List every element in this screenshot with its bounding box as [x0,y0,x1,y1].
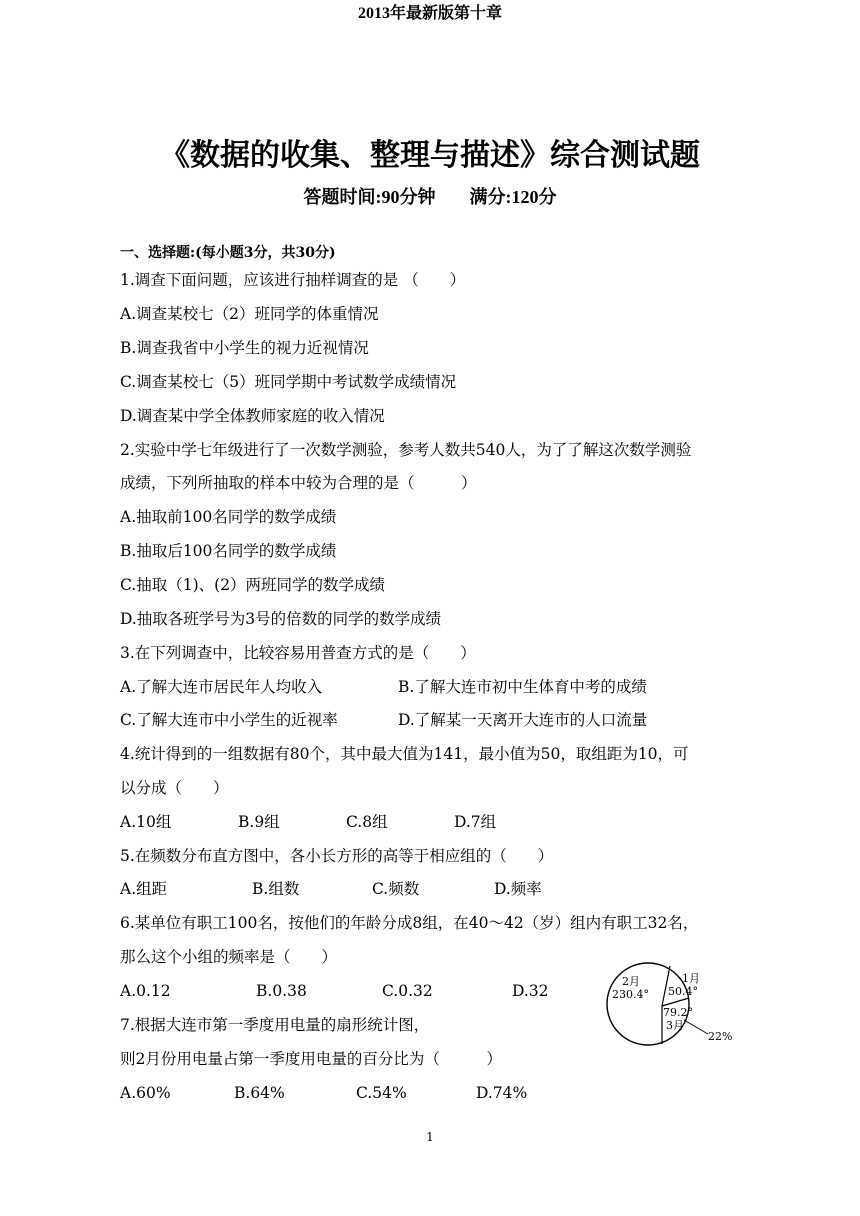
q3-option-b: B.了解大连市初中生体育中考的成绩 [398,678,647,696]
pie-chart [596,958,746,1048]
q4-stem-2: 以分成（ ） [120,779,229,797]
pie-feb-value: 230.4° [612,988,649,1001]
q4-option-d: D.7组 [454,813,497,831]
q2-option-d: D.抽取各班学号为3号的倍数的同学的数学成绩 [120,610,442,628]
q2-stem-1: 2.实验中学七年级进行了一次数学测验，参考人数共540人，为了了解这次数学测验 [120,441,692,459]
pie-jan-value: 50.4° [668,985,698,998]
exam-score: 满分:120分 [469,187,557,207]
q6-option-b: B.0.38 [256,982,307,1000]
pie-feb-label: 2月 [622,975,640,988]
q7-stem-2: 则2月份用电量占第一季度用电量的百分比为（ ） [120,1050,502,1068]
title-line1: 2013年最新版第十章 [357,5,502,22]
q5-option-d: D.频率 [494,880,542,898]
q5-option-b: B.组数 [252,880,300,898]
q3-options-cd [120,710,647,730]
pie-divider-jan-end [662,998,689,1006]
q3-option-d: D.了解某一天离开大连市的人口流量 [398,711,648,729]
q7-option-b: B.64% [234,1084,285,1102]
q4-option-a: A.10组 [120,813,172,831]
q6-option-c: C.0.32 [382,982,433,1000]
q2-option-c: C.抽取（1)、(2）两班同学的数学成绩 [120,576,386,594]
q5-options [120,879,542,899]
q2-option-a: A.抽取前100名同学的数学成绩 [120,508,337,526]
section-heading: 一、选择题:(每小题3分，共30分) [120,245,336,261]
q6-stem-2: 那么这个小组的频率是（ ） [120,948,338,966]
page-number: 1 [426,1130,434,1144]
pie-jan-label: 1月 [682,972,700,985]
q3-options-ab [120,677,647,697]
q6-options [120,981,549,1001]
q3-option-a: A.了解大连市居民年人均收入 [120,678,323,696]
exam-time: 答题时间:90分钟 [303,187,436,207]
q2-option-b: B.抽取后100名同学的数学成绩 [120,542,337,560]
q3-stem: 3.在下列调查中，比较容易用普查方式的是（ ） [120,644,476,662]
q5-stem: 5.在频数分布直方图中，各小长方形的高等于相应组的（ ） [120,847,554,865]
q7-options [120,1083,527,1103]
title-line2: 《数据的收集、整理与描述》综合测试题 [160,139,700,172]
pie-pointer [684,1020,708,1034]
q1-option-d: D.调查某中学全体教师家庭的收入情况 [120,407,385,425]
q1-option-a: A.调查某校七（2）班同学的体重情况 [120,305,379,323]
q7-stem-1: 7.根据大连市第一季度用电量的扇形统计图， [120,1016,430,1034]
q7-option-d: D.74% [476,1084,528,1102]
q5-option-c: C.频数 [372,880,420,898]
q7-option-a: A.60% [120,1084,171,1102]
q6-stem-1: 6.某单位有职工100名，按他们的年龄分成8组，在40～42（岁）组内有职工32名， [120,914,699,932]
pie-pct-label: 22% [708,1030,733,1043]
q3-option-c: C.了解大连市中小学生的近视率 [120,711,338,729]
exam-info [0,183,860,209]
q4-option-b: B.9组 [238,813,280,831]
q4-option-c: C.8组 [346,813,388,831]
pie-mar-value: 79.2° [663,1006,693,1019]
q4-stem-1: 4.统计得到的一组数据有80个，其中最大值为141，最小值为50，取组距为10，可 [120,745,689,763]
q1-stem: 1.调查下面问题，应该进行抽样调查的是 （ ） [120,271,466,289]
pie-mar-label: 3月 [666,1019,684,1032]
q7-option-c: C.54% [356,1084,407,1102]
q1-option-c: C.调查某校七（5）班同学期中考试数学成绩情况 [120,373,457,391]
q1-option-b: B.调查我省中小学生的视力近视情况 [120,339,369,357]
q4-options [120,812,496,832]
pie-outline [607,963,689,1045]
q2-stem-2: 成绩，下列所抽取的样本中较为合理的是（ ） [120,474,477,492]
q5-option-a: A.组距 [120,880,168,898]
q6-option-d: D.32 [512,982,549,1000]
q6-option-a: A.0.12 [120,982,171,1000]
